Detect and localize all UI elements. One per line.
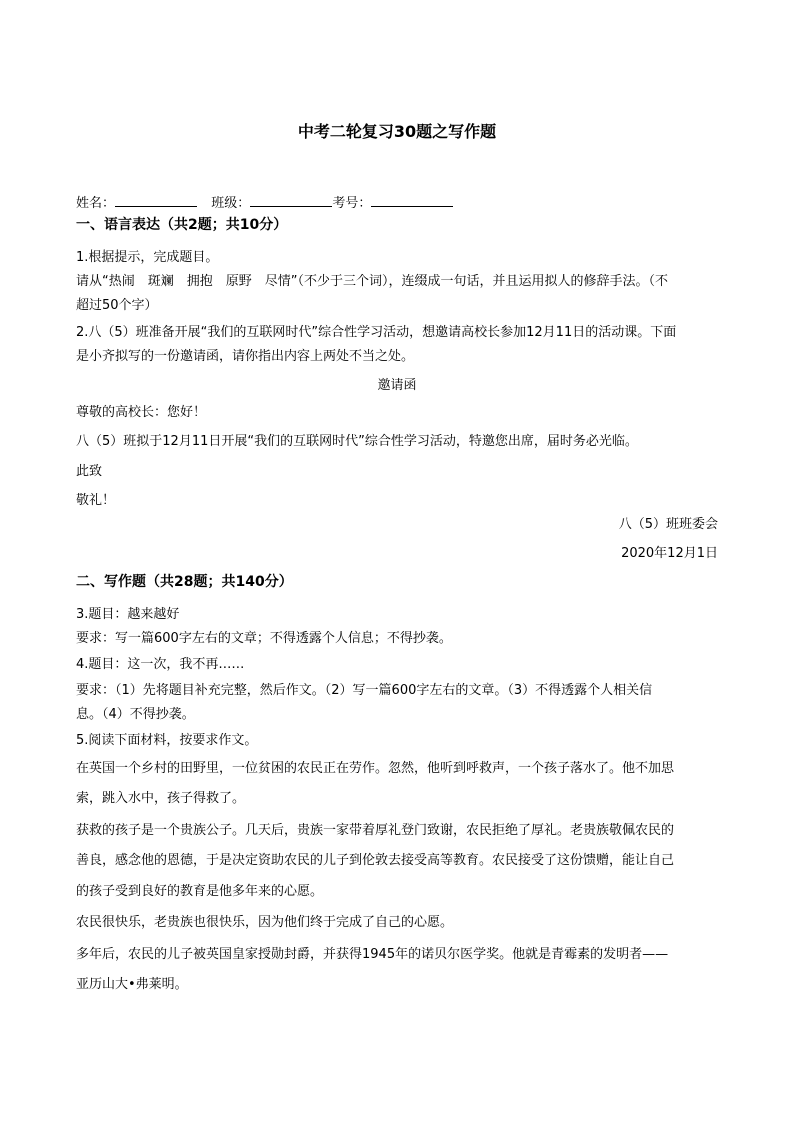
letter-closing-1: 此致	[76, 464, 103, 479]
letter-signature: 八（5）班班委会	[618, 517, 718, 532]
letter-body: 八（5）班拟于12月11日开展“我们的互联网时代”综合性学习活动，特邀您出席，届时务必光临。	[76, 434, 638, 449]
material-paragraph-3: 农民很快乐，老贵族也很快乐，因为他们终于完成了自己的心愿。	[76, 915, 454, 930]
class-field[interactable]	[250, 192, 332, 207]
exam-number-field[interactable]	[371, 192, 453, 207]
letter-title: 邀请函	[377, 378, 417, 393]
question-4-title: 4.题目：这一次，我不再……	[76, 657, 245, 672]
student-info-row	[76, 192, 718, 213]
question-2-text-cont: 是小齐拟写的一份邀请函，请你指出内容上两处不当之处。	[76, 349, 415, 364]
letter-greeting: 尊敬的高校长：您好！	[76, 405, 207, 420]
material-paragraph-1: 在英国一个乡村的田野里，一位贫困的农民正在劳作。忽然，他听到呼救声，一个孩子落水了。他不加思	[76, 761, 675, 776]
question-5-intro: 5.阅读下面材料，按要求作文。	[76, 733, 258, 748]
name-label: 姓名：	[76, 196, 116, 211]
question-1-text-cont: 超过50个字）	[76, 298, 158, 313]
letter-closing-2: 敬礼！	[76, 493, 116, 508]
question-4-requirements-cont: 息。（4）不得抄袭。	[76, 707, 195, 722]
section-heading-language: 一、语言表达（共2题；共10分）	[76, 217, 288, 233]
material-paragraph-1-cont: 索，跳入水中，孩子得救了。	[76, 791, 246, 806]
page-title: 中考二轮复习30题之写作题	[297, 122, 497, 141]
material-paragraph-4-cont: 亚历山大•弗莱明。	[76, 977, 188, 992]
name-field[interactable]	[115, 192, 197, 207]
section-heading-writing: 二、写作题（共28题；共140分）	[76, 574, 293, 590]
class-label: 班级：	[211, 196, 251, 211]
question-3-title: 3.题目：越来越好	[76, 607, 180, 622]
material-paragraph-4: 多年后，农民的儿子被英国皇家授勋封爵，并获得1945年的诺贝尔医学奖。他就是青霉素的发明者——	[76, 947, 669, 962]
question-1-text: 请从“热闹 斑斓 拥抱 原野 尽情”（不少于三个词），连缀成一句话，并且运用拟人的修辞手法。（不	[76, 274, 668, 289]
material-paragraph-2: 获救的孩子是一个贵族公子。几天后，贵族一家带着厚礼登门致谢，农民拒绝了厚礼。老贵族敬佩农民的	[76, 823, 675, 838]
question-2-text: 2.八（5）班准备开展“我们的互联网时代”综合性学习活动，想邀请高校长参加12月11日的活动课。下面	[76, 325, 677, 340]
exam-number-label: 考号：	[332, 196, 372, 211]
material-paragraph-2-end: 的孩子受到良好的教育是他多年来的心愿。	[76, 884, 324, 899]
letter-date: 2020年12月1日	[621, 546, 718, 561]
question-1-prompt: 1.根据提示，完成题目。	[76, 250, 219, 265]
question-3-requirements: 要求：写一篇600字左右的文章；不得透露个人信息；不得抄袭。	[76, 631, 452, 646]
question-4-requirements: 要求：（1）先将题目补充完整，然后作文。（2）写一篇600字左右的文章。（3）不得透露个人相关信	[76, 683, 653, 698]
material-paragraph-2-cont: 善良，感念他的恩德，于是决定资助农民的儿子到伦敦去接受高等教育。农民接受了这份馈赠，能让自己	[76, 853, 675, 868]
